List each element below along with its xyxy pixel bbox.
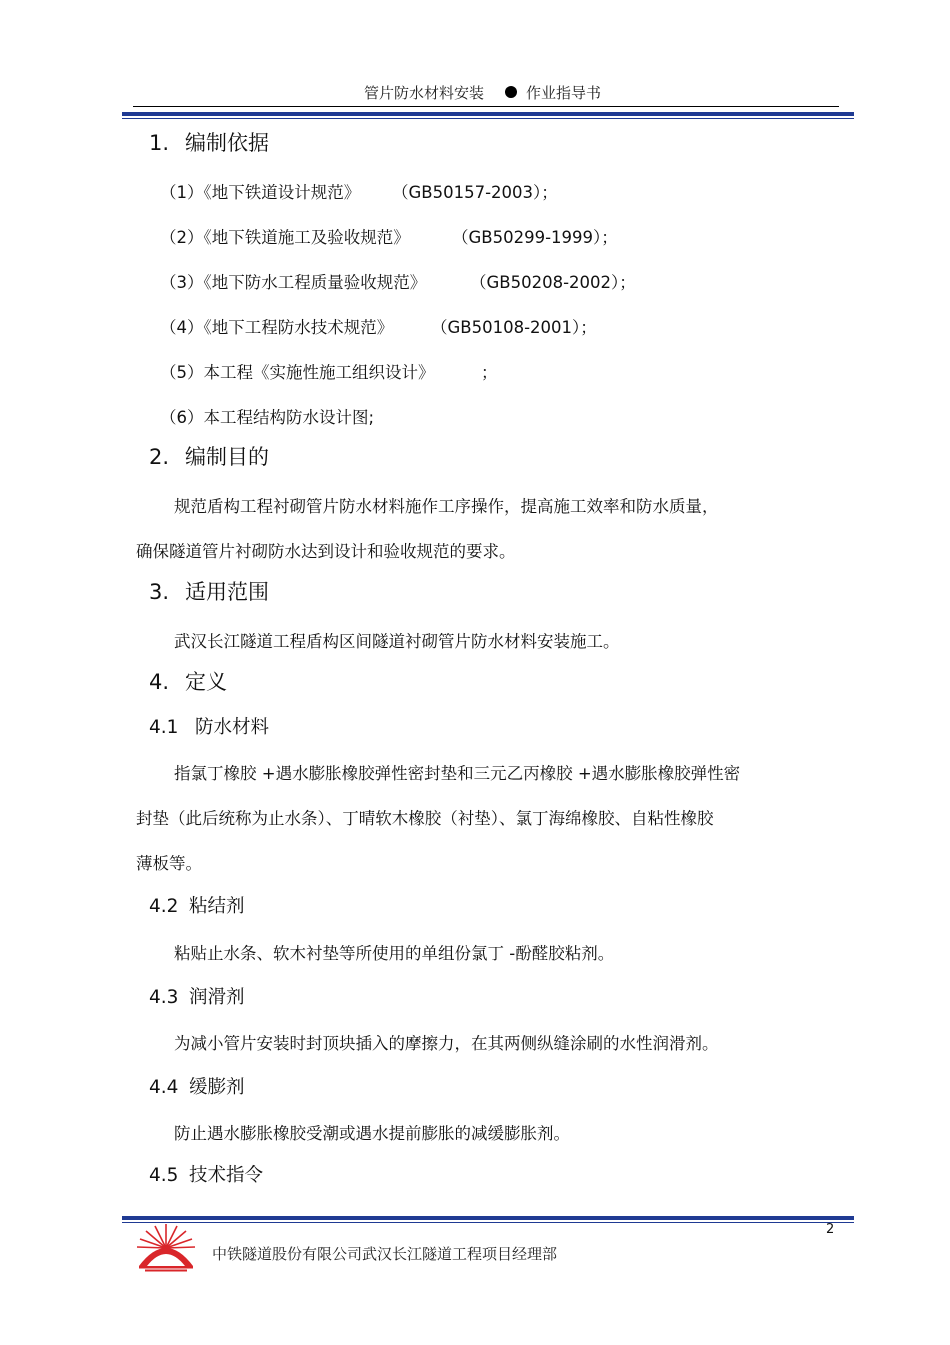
subsection-4-2-heading <box>149 892 245 918</box>
reference-code-4: （GB50108-2001）； <box>431 318 597 337</box>
footer-company-name: 中铁隧道股份有限公司武汉长江隧道工程项目经理部 <box>212 1245 558 1263</box>
subsection-title: 技术指令 <box>189 1165 264 1186</box>
section-number: 2. <box>149 445 170 469</box>
header-rule-blue-thin <box>122 118 854 119</box>
subsection-number: 4.1 <box>149 717 179 738</box>
header-doc-type: 作业指导书 <box>526 84 602 102</box>
subsection-4-1-heading <box>149 713 269 739</box>
section-1-heading <box>149 127 269 157</box>
reference-item-4: （4）《地下工程防水技术规范》 <box>160 318 394 337</box>
section-3-heading <box>149 576 269 606</box>
section-number: 3. <box>149 580 170 604</box>
subsection-4-5-heading <box>149 1161 263 1187</box>
crcc-tunnel-logo-icon <box>135 1222 197 1272</box>
footer-rule-blue-thin <box>122 1222 854 1223</box>
reference-code-2: （GB50299-1999）； <box>452 228 618 247</box>
paragraph-line: 指氯丁橡胶 +遇水膨胀橡胶弹性密封垫和三元乙丙橡胶 +遇水膨胀橡胶弹性密 <box>174 764 741 783</box>
section-number: 4. <box>149 670 170 694</box>
section-title: 编制目的 <box>185 445 269 469</box>
section-title: 编制依据 <box>185 131 269 155</box>
subsection-4-3-heading <box>149 983 245 1009</box>
paragraph-line: 薄板等。 <box>136 854 202 873</box>
reference-code-5: ； <box>481 363 498 382</box>
paragraph-line: 武汉长江隧道工程盾构区间隧道衬砌管片防水材料安装施工。 <box>174 632 620 651</box>
reference-item-2: （2）《地下铁道施工及验收规范》 <box>160 228 410 247</box>
section-number: 1. <box>149 131 170 155</box>
subsection-title: 缓膨剂 <box>189 1077 245 1098</box>
subsection-title: 粘结剂 <box>189 896 245 917</box>
paragraph-line: 防止遇水膨胀橡胶受潮或遇水提前膨胀的减缓膨胀剂。 <box>174 1124 570 1143</box>
subsection-4-4-heading <box>149 1073 245 1099</box>
section-2-heading <box>149 441 269 471</box>
paragraph-line: 为减小管片安装时封顶块插入的摩擦力，在其两侧纵缝涂刷的水性润滑剂。 <box>174 1034 719 1053</box>
subsection-title: 润滑剂 <box>189 987 245 1008</box>
page-number: 2 <box>826 1222 835 1237</box>
reference-item-1: （1）《地下铁道设计规范》 <box>160 183 361 202</box>
subsection-number: 4.2 <box>149 896 179 917</box>
header-rule-blue-thick <box>122 112 854 116</box>
reference-code-1: （GB50157-2003）； <box>392 183 558 202</box>
subsection-number: 4.5 <box>149 1165 179 1186</box>
bullet-icon <box>505 86 517 98</box>
reference-code-3: （GB50208-2002）； <box>470 273 636 292</box>
footer-rule-blue-thick <box>122 1216 854 1220</box>
paragraph-line: 粘贴止水条、软木衬垫等所使用的单组份氯丁 -酚醛胶粘剂。 <box>174 944 615 963</box>
reference-item-6: （6）本工程结构防水设计图; <box>160 408 375 427</box>
paragraph-line: 规范盾构工程衬砌管片防水材料施作工序操作，提高施工效率和防水质量， <box>174 497 719 516</box>
section-title: 适用范围 <box>185 580 269 604</box>
subsection-title: 防水材料 <box>195 717 270 738</box>
reference-item-5: （5）本工程《实施性施工组织设计》 <box>160 363 435 382</box>
paragraph-line: 确保隧道管片衬砌防水达到设计和验收规范的要求。 <box>136 542 516 561</box>
subsection-number: 4.3 <box>149 987 179 1008</box>
header-rule-black <box>133 106 839 107</box>
subsection-number: 4.4 <box>149 1077 179 1098</box>
paragraph-line: 封垫（此后统称为止水条）、丁晴软木橡胶（衬垫）、氯丁海绵橡胶、自粘性橡胶 <box>136 809 714 828</box>
section-4-heading <box>149 666 227 696</box>
header-doc-title: 管片防水材料安装 <box>364 84 485 102</box>
section-title: 定义 <box>185 670 227 694</box>
reference-item-3: （3）《地下防水工程质量验收规范》 <box>160 273 427 292</box>
